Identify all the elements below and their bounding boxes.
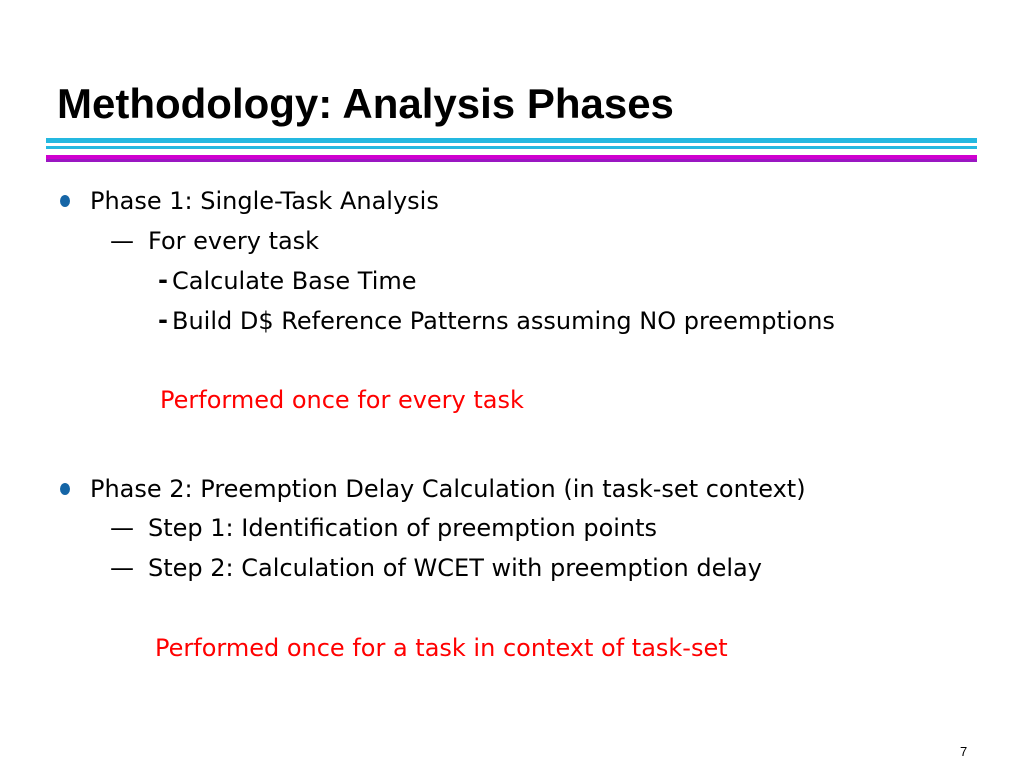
phase1-item: Build D$ Reference Patterns assuming NO preemptions: [172, 307, 835, 335]
phase2-step: Step 1: Identification of preemption points: [148, 514, 658, 542]
title-rule-cyan-bottom: [46, 146, 977, 149]
title-rule-magenta-bottom: [46, 159, 977, 162]
phase2-step: Step 2: Calculation of WCET with preemption delay: [148, 554, 762, 582]
phase1-subheading: For every task: [148, 227, 320, 255]
phase1-note: Performed once for every task: [160, 386, 524, 414]
bullet-dot-icon: [60, 483, 70, 495]
page-number: 7: [960, 744, 968, 759]
phase1-item: Calculate Base Time: [172, 267, 417, 295]
title-rule-cyan-top: [46, 138, 977, 143]
hyphen-icon: -: [158, 266, 168, 294]
bullet-dot-icon: [60, 195, 70, 207]
phase1-heading: Phase 1: Single-Task Analysis: [90, 187, 439, 215]
phase2-note: Performed once for a task in context of task-set: [155, 634, 728, 662]
em-dash-icon: —: [110, 514, 134, 542]
hyphen-icon: -: [158, 306, 168, 334]
phase2-heading: Phase 2: Preemption Delay Calculation (in task-set context): [90, 475, 806, 503]
em-dash-icon: —: [110, 554, 134, 582]
slide-title: Methodology: Analysis Phases: [57, 80, 674, 127]
em-dash-icon: —: [110, 227, 134, 255]
